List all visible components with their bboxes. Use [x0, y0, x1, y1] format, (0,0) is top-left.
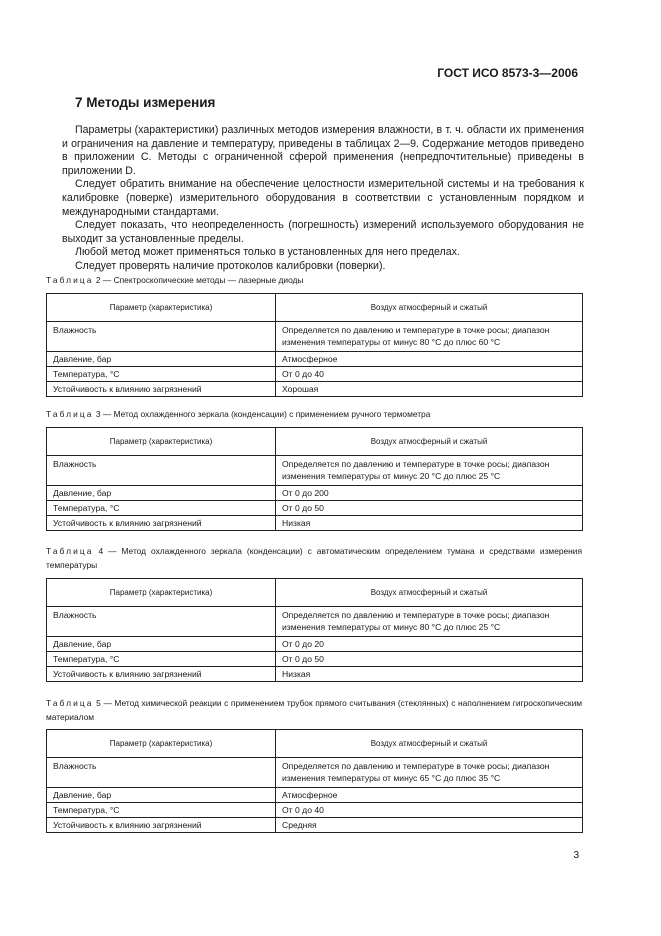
- value-cell: От 0 до 40: [276, 367, 583, 382]
- value-cell: От 0 до 40: [276, 803, 583, 818]
- param-cell: Температура, °С: [47, 367, 276, 382]
- table-row: [47, 367, 583, 382]
- param-cell: Влажность: [47, 456, 276, 486]
- value-cell: Определяется по давлению и температуре в точке росы; диапазон изменения температуры от минус 20 °С до плюс 25 °С: [276, 456, 583, 486]
- param-cell: Влажность: [47, 758, 276, 788]
- column-header: Параметр (характеристика): [47, 579, 276, 607]
- column-header: Воздух атмосферный и сжатый: [276, 730, 583, 758]
- table-row: [47, 818, 583, 833]
- table-row: [47, 758, 583, 788]
- table-row: [47, 456, 583, 486]
- paragraph: Параметры (характеристики) различных методов измерения влажности, в т. ч. области их применения и ограничения на давление и температуру, приведены в таблицах 2—9. Содержание методов приведено в приложении C. Методы с ограниченной сферой применения (непредпочтительные) приведены в приложении D.: [62, 124, 584, 177]
- paragraph: Следует проверять наличие протоколов калибровки (поверки).: [75, 259, 386, 272]
- value-cell: Низкая: [276, 516, 583, 531]
- column-header: Воздух атмосферный и сжатый: [276, 294, 583, 322]
- value-cell: От 0 до 200: [276, 486, 583, 501]
- table-row: [47, 486, 583, 501]
- document-header: ГОСТ ИСО 8573-3—2006: [437, 66, 578, 80]
- param-cell: Влажность: [47, 607, 276, 637]
- table-row: [47, 382, 583, 397]
- value-cell: Низкая: [276, 667, 583, 682]
- table-row: [47, 322, 583, 352]
- paragraph: Следует обратить внимание на обеспечение целостности измерительной системы и на требования к калибровке (поверке) измерительного оборудования в соответствии с установленным порядком и международными стандартами.: [62, 178, 584, 218]
- column-header: Параметр (характеристика): [47, 294, 276, 322]
- table-5: [46, 729, 583, 833]
- param-cell: Давление, бар: [47, 352, 276, 367]
- param-cell: Влажность: [47, 322, 276, 352]
- param-cell: Давление, бар: [47, 637, 276, 652]
- table-4: [46, 578, 583, 682]
- value-cell: От 0 до 20: [276, 637, 583, 652]
- table-3: [46, 427, 583, 531]
- table-row: [47, 516, 583, 531]
- param-cell: Давление, бар: [47, 788, 276, 803]
- column-header: Параметр (характеристика): [47, 428, 276, 456]
- value-cell: Атмосферное: [276, 788, 583, 803]
- param-cell: Устойчивость к влиянию загрязнений: [47, 818, 276, 833]
- value-cell: Средняя: [276, 818, 583, 833]
- intro-text: [62, 124, 584, 274]
- param-cell: Устойчивость к влиянию загрязнений: [47, 382, 276, 397]
- table-3-caption: Таблица 3 — Метод охлажденного зеркала (конденсации) с применением ручного термометра: [46, 409, 431, 419]
- param-cell: Температура, °С: [47, 803, 276, 818]
- table-row: [47, 652, 583, 667]
- value-cell: Определяется по давлению и температуре в точке росы; диапазон изменения температуры от минус 80 °С до плюс 60 °С: [276, 322, 583, 352]
- param-cell: Давление, бар: [47, 486, 276, 501]
- table-row: [47, 607, 583, 637]
- table-row: [47, 637, 583, 652]
- param-cell: Температура, °С: [47, 501, 276, 516]
- value-cell: От 0 до 50: [276, 652, 583, 667]
- column-header: Параметр (характеристика): [47, 730, 276, 758]
- value-cell: Атмосферное: [276, 352, 583, 367]
- paragraph: Следует показать, что неопределенность (погрешность) измерений используемого оборудования не выходит за установленные пределы.: [62, 219, 584, 245]
- value-cell: Определяется по давлению и температуре в точке росы; диапазон изменения температуры от минус 65 °С до плюс 35 °С: [276, 758, 583, 788]
- section-title: 7 Методы измерения: [75, 95, 216, 110]
- table-row: [47, 788, 583, 803]
- page-number: 3: [573, 850, 579, 861]
- paragraph: Любой метод может применяться только в установленных для него пределах.: [75, 246, 460, 259]
- table-row: [47, 501, 583, 516]
- value-cell: Хорошая: [276, 382, 583, 397]
- column-header: Воздух атмосферный и сжатый: [276, 428, 583, 456]
- table-4-caption: Таблица 4 — Метод охлажденного зеркала (конденсации) с автоматическим определением тумана и средствами измерения температуры: [46, 546, 583, 570]
- table-2-caption: Таблица 2 — Спектроскопические методы — лазерные диоды: [46, 275, 304, 285]
- column-header: Воздух атмосферный и сжатый: [276, 579, 583, 607]
- table-2: [46, 293, 583, 397]
- param-cell: Температура, °С: [47, 652, 276, 667]
- value-cell: Определяется по давлению и температуре в точке росы; диапазон изменения температуры от минус 80 °С до плюс 25 °С: [276, 607, 583, 637]
- value-cell: От 0 до 50: [276, 501, 583, 516]
- param-cell: Устойчивость к влиянию загрязнений: [47, 516, 276, 531]
- table-row: [47, 803, 583, 818]
- table-row: [47, 667, 583, 682]
- table-5-caption: Таблица 5 — Метод химической реакции с применением трубок прямого считывания (стеклянных) с наполнением гигроскопическим материалом: [46, 698, 583, 722]
- table-row: [47, 352, 583, 367]
- param-cell: Устойчивость к влиянию загрязнений: [47, 667, 276, 682]
